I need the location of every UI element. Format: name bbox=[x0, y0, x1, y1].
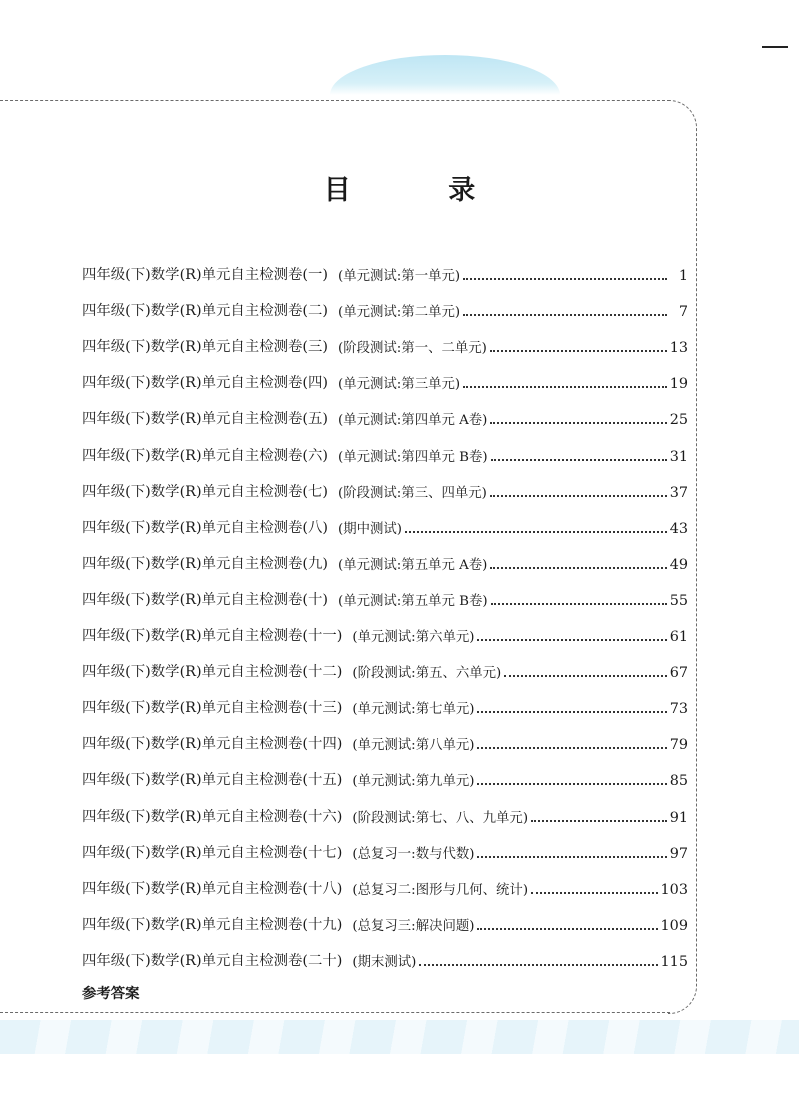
toc-entry-title: 四年级(下)数学(R)单元自主检测卷(十九) bbox=[82, 916, 343, 933]
toc-entry[interactable] bbox=[82, 645, 688, 681]
toc-entry[interactable] bbox=[82, 681, 688, 717]
toc-entry[interactable] bbox=[82, 392, 688, 428]
toc-dot-leader bbox=[490, 350, 667, 352]
toc-entry-subtitle: (单元测试:第四单元 B卷) bbox=[338, 449, 488, 465]
toc-entry-page: 73 bbox=[669, 701, 688, 718]
toc-entry[interactable] bbox=[82, 789, 688, 825]
toc-entry-title: 四年级(下)数学(R)单元自主检测卷(十七) bbox=[82, 844, 343, 861]
toc-entry-subtitle: (单元测试:第五单元 B卷) bbox=[338, 593, 488, 609]
toc-entry-page: 43 bbox=[669, 520, 688, 537]
toc-entry-title: 四年级(下)数学(R)单元自主检测卷(十五) bbox=[82, 772, 343, 789]
toc-dot-leader bbox=[477, 783, 666, 785]
toc-entry[interactable] bbox=[82, 753, 688, 789]
toc-entry-page: 7 bbox=[678, 304, 688, 321]
toc-entry-subtitle: (单元测试:第四单元 A卷) bbox=[338, 413, 488, 429]
toc-entry-subtitle: (单元测试:第六单元) bbox=[352, 630, 475, 646]
toc-entry-title: 四年级(下)数学(R)单元自主检测卷(七) bbox=[82, 483, 328, 500]
header-decoration bbox=[330, 55, 560, 95]
toc-dot-leader bbox=[531, 820, 667, 822]
frame-bottom-border bbox=[0, 1012, 670, 1013]
toc-dot-leader bbox=[477, 747, 666, 749]
toc-entry-page: 55 bbox=[669, 592, 688, 609]
toc-entry[interactable] bbox=[82, 573, 688, 609]
toc-entry-page: 91 bbox=[669, 809, 688, 826]
toc-entry-page: 1 bbox=[678, 268, 688, 285]
toc-entry-title: 四年级(下)数学(R)单元自主检测卷(九) bbox=[82, 555, 328, 572]
toc-dot-leader bbox=[477, 856, 666, 858]
page-title: 目 录 bbox=[323, 175, 520, 206]
answers-entry[interactable]: 参考答案 bbox=[82, 986, 140, 1002]
toc-dot-leader bbox=[491, 459, 667, 461]
toc-entry[interactable] bbox=[82, 717, 688, 753]
toc-entry-title: 四年级(下)数学(R)单元自主检测卷(三) bbox=[82, 339, 328, 356]
toc-dot-leader bbox=[463, 278, 667, 280]
toc-entry[interactable] bbox=[82, 465, 688, 501]
toc-dot-leader bbox=[490, 567, 666, 569]
corner-mark bbox=[762, 46, 788, 48]
toc-entry-page: 67 bbox=[669, 665, 688, 682]
toc-entry-title: 四年级(下)数学(R)单元自主检测卷(四) bbox=[82, 375, 328, 392]
toc-entry-subtitle: (单元测试:第五单元 A卷) bbox=[338, 557, 488, 573]
toc-entry-subtitle: (单元测试:第三单元) bbox=[338, 377, 461, 393]
toc-entry-title: 四年级(下)数学(R)单元自主检测卷(二十) bbox=[82, 952, 343, 969]
footer-decoration bbox=[0, 1020, 799, 1054]
toc-entry-subtitle: (单元测试:第八单元) bbox=[352, 738, 475, 754]
toc-entry-title: 四年级(下)数学(R)单元自主检测卷(十六) bbox=[82, 808, 343, 825]
toc-entry-title: 四年级(下)数学(R)单元自主检测卷(二) bbox=[82, 303, 328, 320]
toc-dot-leader bbox=[490, 422, 666, 424]
toc-entry-subtitle: (阶段测试:第一、二单元) bbox=[338, 341, 487, 357]
toc-entry-page: 31 bbox=[669, 448, 688, 465]
toc-entry-title: 四年级(下)数学(R)单元自主检测卷(十三) bbox=[82, 700, 343, 717]
toc-dot-leader bbox=[477, 928, 657, 930]
toc-entry[interactable] bbox=[82, 248, 688, 284]
toc-entry[interactable] bbox=[82, 284, 688, 320]
toc-entry-page: 97 bbox=[669, 845, 688, 862]
toc-entry-subtitle: (总复习一:数与代数) bbox=[352, 846, 475, 862]
toc-entry-page: 13 bbox=[669, 340, 688, 357]
toc-entry-page: 19 bbox=[669, 376, 688, 393]
toc-dot-leader bbox=[504, 675, 666, 677]
toc-dot-leader bbox=[491, 603, 667, 605]
toc-entry-page: 115 bbox=[660, 953, 688, 970]
toc-dot-leader bbox=[419, 964, 657, 966]
toc-entry[interactable] bbox=[82, 934, 688, 970]
toc-entry-page: 109 bbox=[660, 917, 688, 934]
toc-dot-leader bbox=[477, 639, 666, 641]
toc-entry-subtitle: (期末测试) bbox=[352, 954, 417, 970]
toc-entry[interactable] bbox=[82, 537, 688, 573]
toc-dot-leader bbox=[463, 386, 667, 388]
table-of-contents bbox=[82, 248, 688, 970]
toc-entry-title: 四年级(下)数学(R)单元自主检测卷(六) bbox=[82, 447, 328, 464]
toc-entry-page: 103 bbox=[660, 881, 688, 898]
toc-entry-page: 25 bbox=[669, 412, 688, 429]
toc-entry-subtitle: (单元测试:第一单元) bbox=[338, 269, 461, 285]
frame-top-border bbox=[0, 100, 670, 101]
toc-entry-subtitle: (阶段测试:第三、四单元) bbox=[338, 485, 487, 501]
toc-entry[interactable] bbox=[82, 356, 688, 392]
toc-entry[interactable] bbox=[82, 320, 688, 356]
toc-entry[interactable] bbox=[82, 428, 688, 464]
toc-entry-title: 四年级(下)数学(R)单元自主检测卷(十一) bbox=[82, 628, 343, 645]
toc-entry[interactable] bbox=[82, 609, 688, 645]
toc-entry[interactable] bbox=[82, 501, 688, 537]
toc-dot-leader bbox=[405, 531, 667, 533]
toc-entry-title: 四年级(下)数学(R)单元自主检测卷(十四) bbox=[82, 736, 343, 753]
toc-dot-leader bbox=[490, 495, 667, 497]
toc-entry-page: 49 bbox=[669, 556, 688, 573]
toc-entry-page: 85 bbox=[669, 773, 688, 790]
toc-entry-subtitle: (期中测试) bbox=[338, 521, 403, 537]
toc-entry[interactable] bbox=[82, 898, 688, 934]
toc-entry-title: 四年级(下)数学(R)单元自主检测卷(八) bbox=[82, 519, 328, 536]
toc-entry-title: 四年级(下)数学(R)单元自主检测卷(十二) bbox=[82, 664, 343, 681]
toc-entry[interactable] bbox=[82, 862, 688, 898]
toc-entry-title: 四年级(下)数学(R)单元自主检测卷(十八) bbox=[82, 880, 343, 897]
toc-entry-subtitle: (单元测试:第九单元) bbox=[352, 774, 475, 790]
toc-entry-title: 四年级(下)数学(R)单元自主检测卷(五) bbox=[82, 411, 328, 428]
toc-entry-subtitle: (单元测试:第七单元) bbox=[352, 702, 475, 718]
toc-dot-leader bbox=[463, 314, 667, 316]
toc-entry[interactable] bbox=[82, 826, 688, 862]
toc-entry-page: 79 bbox=[669, 737, 688, 754]
toc-dot-leader bbox=[531, 892, 657, 894]
toc-entry-subtitle: (总复习二:图形与几何、统计) bbox=[352, 882, 529, 898]
toc-entry-subtitle: (总复习三:解决问题) bbox=[352, 918, 475, 934]
toc-entry-page: 37 bbox=[669, 484, 688, 501]
toc-dot-leader bbox=[477, 711, 666, 713]
toc-entry-page: 61 bbox=[669, 629, 688, 646]
toc-entry-subtitle: (单元测试:第二单元) bbox=[338, 305, 461, 321]
toc-entry-title: 四年级(下)数学(R)单元自主检测卷(一) bbox=[82, 267, 328, 284]
toc-entry-subtitle: (阶段测试:第七、八、九单元) bbox=[352, 810, 529, 826]
toc-entry-subtitle: (阶段测试:第五、六单元) bbox=[352, 666, 502, 682]
toc-entry-title: 四年级(下)数学(R)单元自主检测卷(十) bbox=[82, 591, 328, 608]
